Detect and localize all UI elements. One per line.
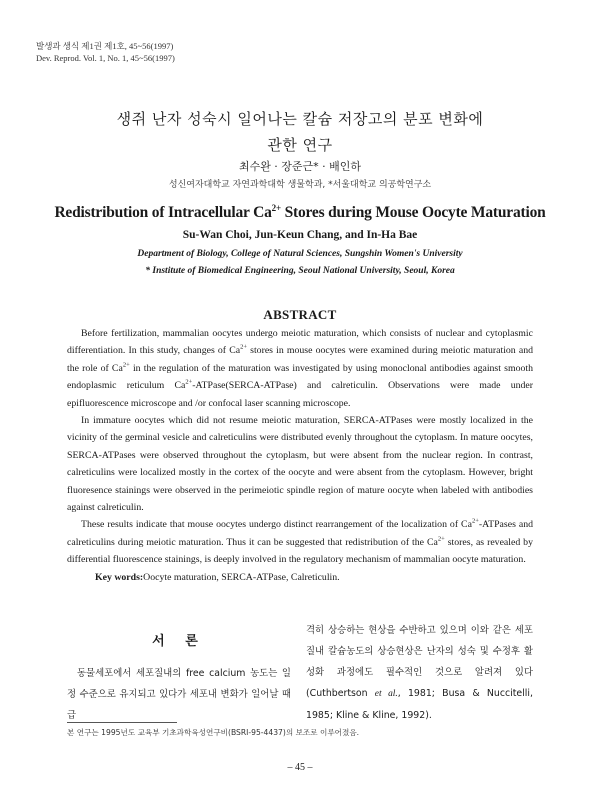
abstract-p3-b: -ATPases and calreticulins during meiotic maturation. Thus it can be suggested that redistribution of the Ca — [67, 519, 533, 548]
abstract-paragraph-3 — [67, 516, 533, 568]
abstract-p3-a: These results indicate that mouse oocytes undergo distinct rearrangement of the localization of Ca — [81, 519, 472, 531]
keywords-label: Key words: — [95, 571, 144, 583]
intro-left-column — [67, 630, 291, 726]
superscript: 2+ — [240, 344, 247, 352]
abstract-heading: ABSTRACT — [263, 307, 337, 322]
abstract-p1-a: Before fertilization, mammalian oocytes undergo meiotic maturation, which consists of nuclear and cytoplasmic differentiation. In this study, changes of Ca — [67, 328, 533, 357]
introduction-heading: 서 론 — [152, 634, 206, 649]
english-authors: Su-Wan Choi, Jun-Keun Chang, and In-Ha Bae — [182, 229, 418, 241]
keywords-list: Oocyte maturation, SERCA-ATPase, Calreticulin. — [143, 571, 340, 583]
korean-authors: 최수완 · 장준근* · 배인하 — [238, 160, 362, 173]
abstract-paragraph-2: In immature oocytes which did not resume meiotic maturation, SERCA-ATPases were mostly localized in the vicinity of the germinal vesicle and calreticulins were distributed evenly throughout the cytoplasm. In mature oocytes, SERCA-ATPases were observed throughout the cytoplasm, but were absent from the nuclear region. In contrast, calreticulins were localized mostly in the cortex of the oocyte and were absent from the cytoplasm. However, bright fluoresence stainings were observed in the perimeiotic spindle region of mature oocyte when labeled with antibodies against calreticulin. — [67, 415, 533, 514]
intro-right-text — [306, 620, 533, 726]
footnote-divider — [67, 722, 177, 723]
korean-title-line1: 생쥐 난자 성숙시 일어나는 칼슘 저장고의 분포 변화에 — [116, 110, 484, 128]
abstract-paragraph-1 — [67, 325, 533, 412]
english-title-sup: 2+ — [271, 203, 281, 213]
keywords — [67, 569, 533, 586]
superscript: 2+ — [122, 361, 130, 369]
abstract-p1-d: -ATPase(SERCA-ATPase) and calreticulin. Observations were made under epifluorescence microscope and /or confocal laser scanning microscope. — [67, 380, 533, 409]
korean-affiliation: 성신여자대학교 자연과학대학 생물학과, *서울대학교 의공학연구소 — [168, 180, 432, 190]
abstract-p1-b: stores in mouse oocytes were examined during meiotic maturation and the role of Ca — [67, 345, 533, 374]
intro-right-etal: et al. — [374, 689, 398, 699]
abstract-p1-c: in the regulation of the maturation was investigated by using monoclonal antibodies against smooth endoplasmic reticulum Ca — [67, 362, 534, 392]
journal-ref-korean: 발생과 생식 제1권 제1호, 45~56(1997) — [36, 41, 174, 51]
intro-right-text-a: 격히 상승하는 현상을 수반하고 있으며 이와 같은 세포질내 칼슘농도의 상승현상은 난자의 성숙 및 수정후 활성화 과정에도 필수적인 것으로 알려져 있다(Cuthbertson — [306, 625, 533, 699]
journal-ref-english: Dev. Reprod. Vol. 1, No. 1, 45~56(1997) — [36, 53, 175, 63]
english-affiliation-1: Department of Biology, College of Natural Sciences, Sungshin Women's University — [137, 249, 463, 259]
english-title-post: Stores during Mouse Oocyte Maturation — [280, 204, 546, 222]
korean-title-line2: 관한 연구 — [267, 136, 333, 154]
intro-right-text-b: , 1981; Busa & Nuccitelli, 1985; Kline & Kline, 1992). — [306, 688, 533, 721]
english-title-pre: Redistribution of Intracellular Ca — [54, 204, 272, 222]
abstract-p3-c: stores, as revealed by differential fluorescence stainings, is deeply involved in the regulatory mechanism of mammalian oocyte maturation. — [67, 536, 533, 566]
english-affiliation-2: * Institute of Biomedical Engineering, Seoul National University, Seoul, Korea — [145, 266, 455, 276]
page-number: – 45 – — [287, 762, 313, 773]
superscript: 2+ — [185, 378, 193, 386]
superscript: 2+ — [437, 535, 445, 543]
funding-footnote: 본 연구는 1995년도 교육부 기초과학육성연구비(BSRI-95-4437)의 보조로 이루어졌음. — [67, 728, 360, 737]
intro-left-text: 동물세포에서 세포질내의 free calcium 농도는 일정 수준으로 유지되고 있다가 세포내 변화가 일어날 때 급 — [67, 668, 291, 721]
intro-right-column — [306, 620, 533, 726]
abstract-body — [67, 325, 533, 586]
superscript: 2+ — [471, 518, 479, 526]
journal-reference — [36, 40, 175, 64]
english-title — [0, 203, 600, 222]
